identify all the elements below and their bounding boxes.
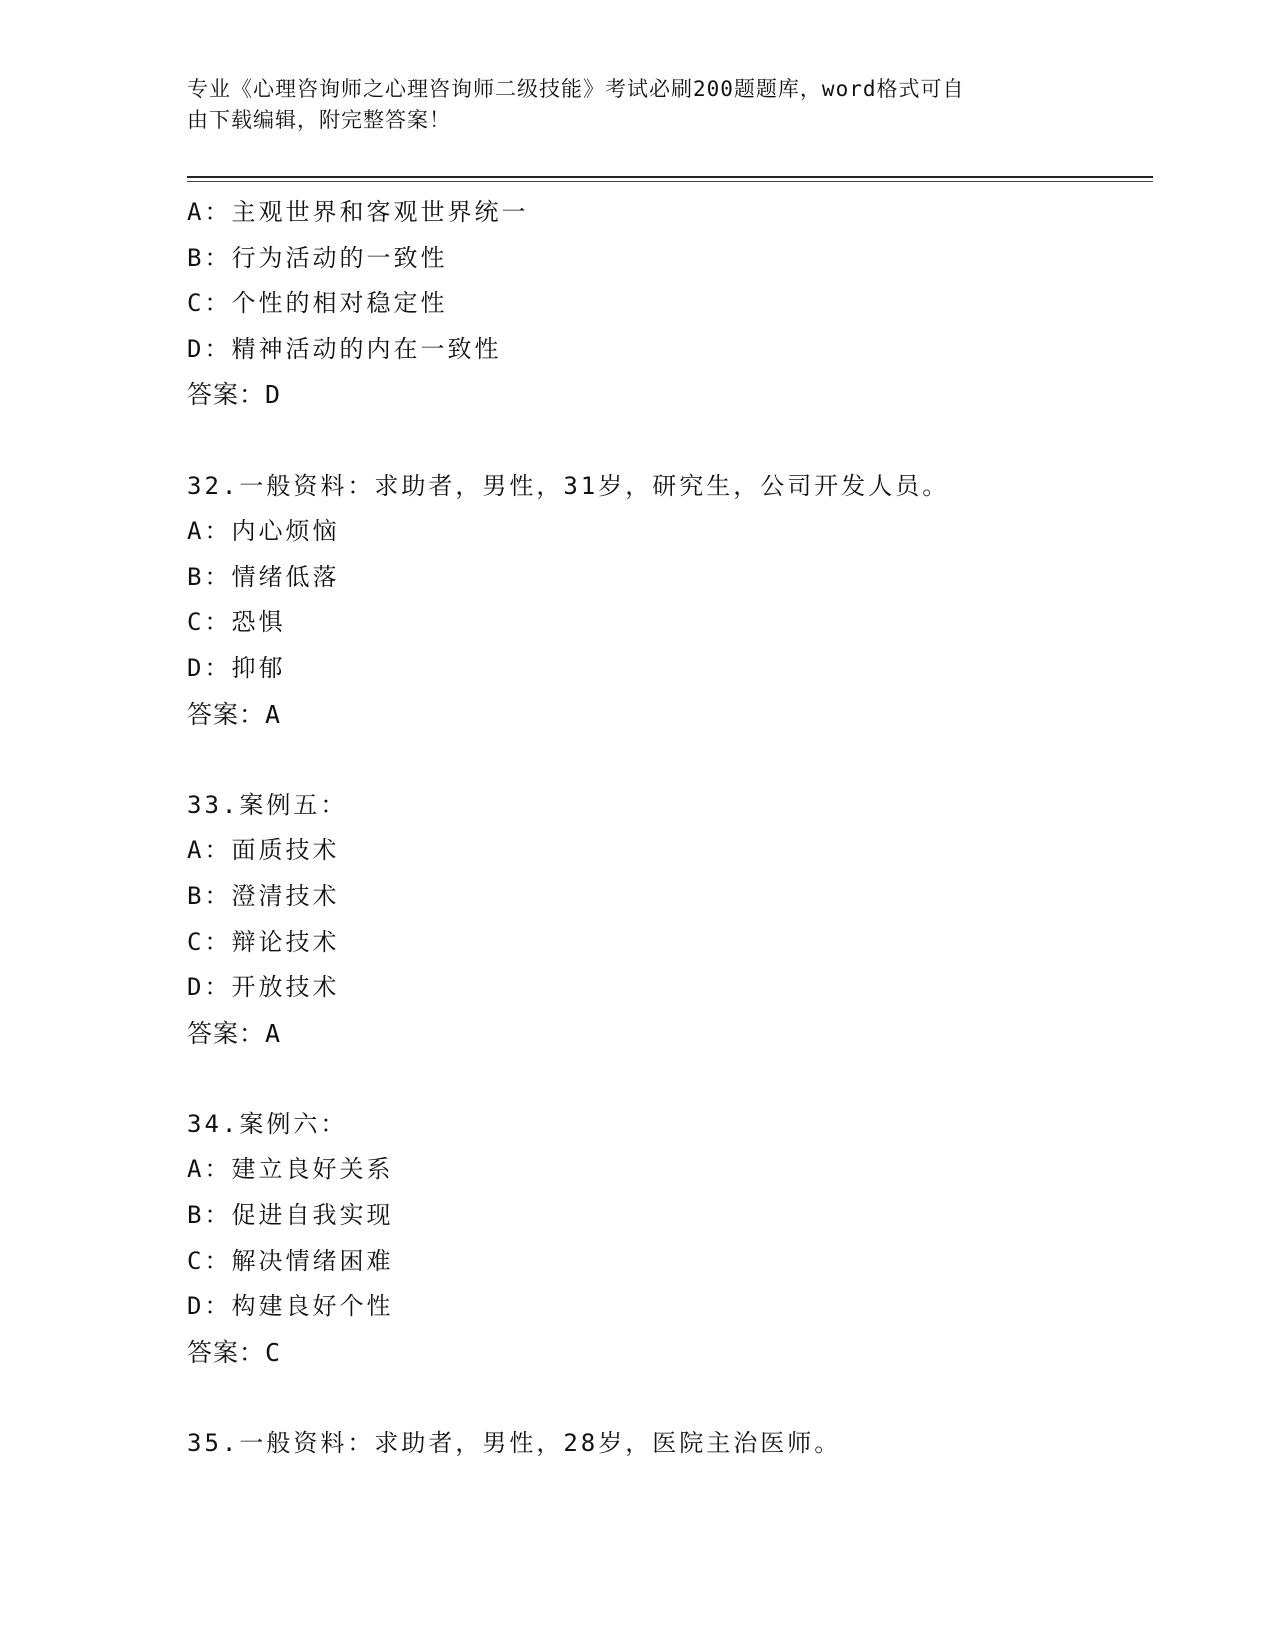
option-a: A：面质技术 [187, 836, 340, 865]
option-a: A：建立良好关系 [187, 1155, 394, 1184]
answer-line: 答案：C [187, 1337, 282, 1367]
header-line-1: 专业《心理咨询师之心理咨询师二级技能》考试必刷200题题库，word格式可自 [187, 77, 965, 101]
question-stem: 35.一般资料：求助者，男性，28岁，医院主治医师。 [187, 1429, 842, 1458]
question-block [187, 1421, 1167, 1467]
answer-line: 答案：D [187, 380, 282, 410]
header-divider-thin [187, 181, 1153, 182]
option-c: C：解决情绪困难 [187, 1246, 394, 1275]
answer-line: 答案：A [187, 699, 282, 729]
question-stem: 34.案例六： [187, 1109, 348, 1138]
option-d: D：开放技术 [187, 973, 340, 1002]
question-list [187, 190, 1167, 1467]
spacer [187, 1375, 1167, 1421]
option-a: A：主观世界和客观世界统一 [187, 198, 529, 226]
document-header [187, 74, 1087, 136]
header-divider-thick [187, 176, 1153, 178]
option-c: C：恐惧 [187, 608, 286, 637]
option-d: D：构建良好个性 [187, 1292, 394, 1321]
spacer [187, 737, 1167, 783]
question-block [187, 1102, 1167, 1376]
question-block [187, 190, 1167, 418]
spacer [187, 1056, 1167, 1102]
question-stem: 32.一般资料：求助者，男性，31岁，研究生，公司开发人员。 [187, 471, 950, 500]
option-b: B：澄清技术 [187, 881, 340, 910]
question-stem: 33.案例五： [187, 790, 348, 819]
option-c: C：辩论技术 [187, 927, 340, 956]
option-b: B：情绪低落 [187, 562, 340, 591]
option-c: C：个性的相对稳定性 [187, 289, 448, 318]
option-d: D：精神活动的内在一致性 [187, 334, 502, 363]
answer-line: 答案：A [187, 1018, 282, 1048]
spacer [187, 418, 1167, 464]
question-block [187, 783, 1167, 1057]
option-d: D：抑郁 [187, 653, 286, 682]
header-line-2: 由下载编辑，附完整答案！ [187, 108, 451, 132]
question-block [187, 464, 1167, 738]
option-b: B：行为活动的一致性 [187, 243, 448, 272]
option-a: A：内心烦恼 [187, 517, 340, 546]
option-b: B：促进自我实现 [187, 1201, 394, 1230]
